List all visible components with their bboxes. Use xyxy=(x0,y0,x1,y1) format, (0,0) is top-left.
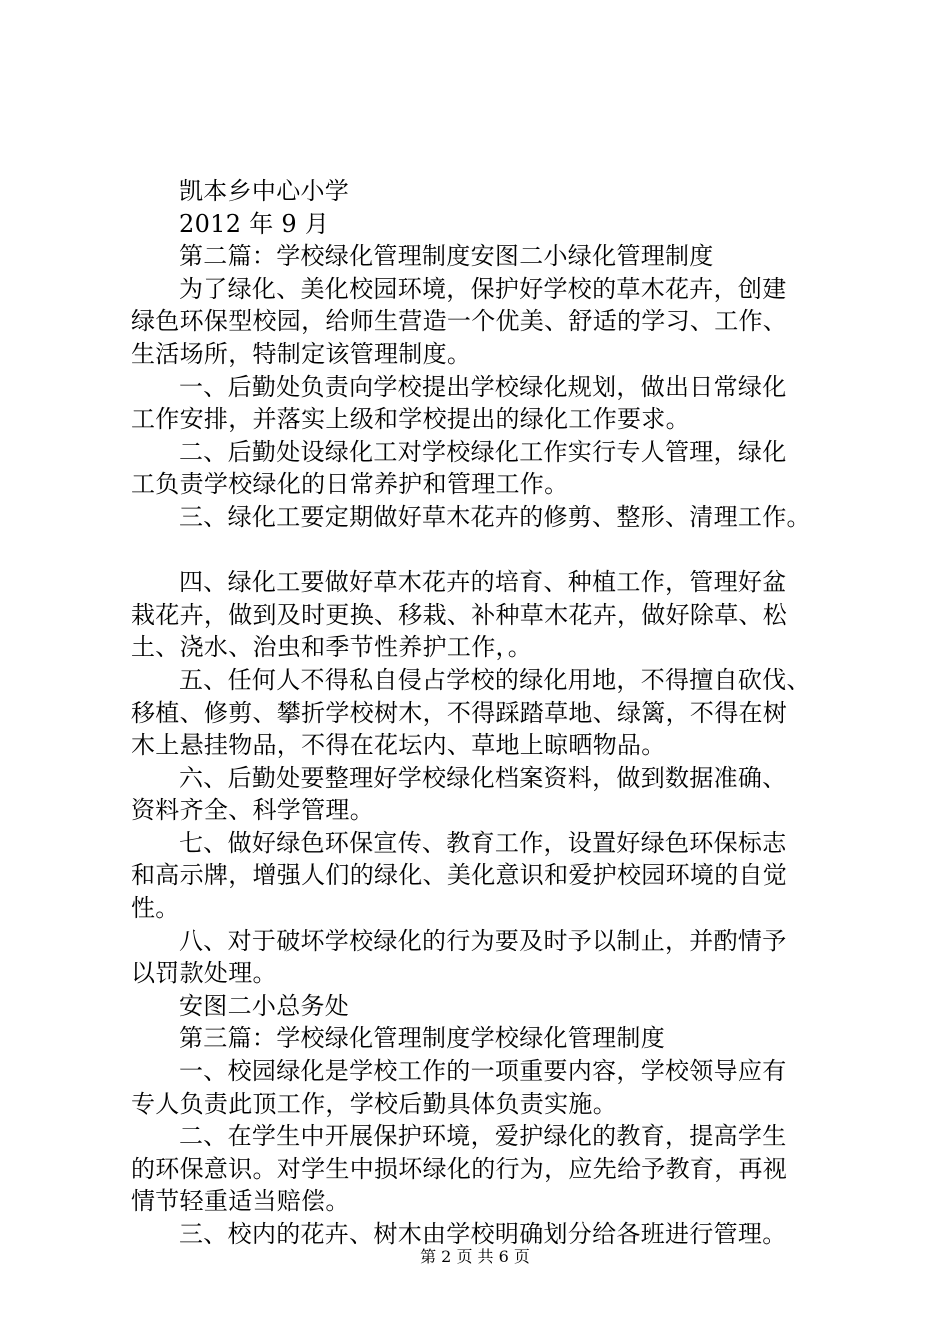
paragraph-line: 的环保意识。对学生中损坏绿化的行为，应先给予教育，再视 xyxy=(131,1154,788,1183)
paragraph-line: 四、绿化工要做好草木花卉的培育、种植工作，管理好盆 xyxy=(179,568,787,597)
paragraph-line: 八、对于破坏学校绿化的行为要及时予以制止，并酌情予 xyxy=(179,926,787,955)
paragraph-line: 七、做好绿色环保宣传、教育工作，设置好绿色环保标志 xyxy=(179,828,787,857)
section-2-title: 第二篇：学校绿化管理制度安图二小绿化管理制度 xyxy=(179,242,714,271)
paragraph-intro xyxy=(131,273,836,371)
page-number: 第 2 页 共 6 页 xyxy=(420,1247,530,1266)
paragraph-item-3 xyxy=(131,501,836,534)
paragraph-line: 三、校内的花卉、树木由学校明确划分给各班进行管理。 xyxy=(179,1220,787,1248)
paragraph-item-5 xyxy=(131,664,836,762)
signature: 安图二小总务处 xyxy=(179,991,350,1020)
section-3-item-1 xyxy=(131,1055,836,1120)
paragraph-line: 栽花卉，做到及时更换、移栽、补种草木花卉，做好除草、松 xyxy=(131,600,788,629)
paragraph-line: 工负责学校绿化的日常养护和管理工作。 xyxy=(131,470,569,499)
paragraph-item-7 xyxy=(131,827,836,925)
paragraph-item-6 xyxy=(131,762,836,827)
paragraph-line: 工作安排，并落实上级和学校提出的绿化工作要求。 xyxy=(131,405,690,434)
paragraph-line: 一、后勤处负责向学校提出学校绿化规划，做出日常绿化 xyxy=(179,372,787,401)
paragraph-line: 和高示牌，增强人们的绿化、美化意识和爱护校园环境的自觉 xyxy=(131,861,788,890)
paragraph-line: 性。 xyxy=(131,894,180,923)
school-name: 凯本乡中心小学 xyxy=(179,177,350,205)
paragraph-line: 绿色环保型校园，给师生营造一个优美、舒适的学习、工作、 xyxy=(131,307,788,336)
paragraph-line: 专人负责此顶工作，学校后勤具体负责实施。 xyxy=(131,1089,617,1118)
paragraph-line: 情节轻重适当赔偿。 xyxy=(131,1187,350,1216)
paragraph-line: 木上悬挂物品，不得在花坛内、草地上晾晒物品。 xyxy=(131,731,666,760)
paragraph-item-8 xyxy=(131,925,836,990)
paragraph-line: 土、浇水、治虫和季节性养护工作，。 xyxy=(131,633,533,662)
paragraph-line: 生活场所，特制定该管理制度。 xyxy=(131,339,472,368)
paragraph-line: 二、在学生中开展保护环境，爱护绿化的教育，提高学生 xyxy=(179,1122,787,1151)
paragraph-line: 以罚款处理。 xyxy=(131,959,277,988)
paragraph-line: 为了绿化、美化校园环境，保护好学校的草木花卉，创建 xyxy=(179,274,787,303)
paragraph-line: 一、校园绿化是学校工作的一项重要内容，学校领导应有 xyxy=(179,1057,787,1086)
paragraph-line: 资料齐全、科学管理。 xyxy=(131,796,374,825)
section-3-title: 第三篇：学校绿化管理制度学校绿化管理制度 xyxy=(179,1024,665,1053)
blank-line xyxy=(131,534,836,567)
paragraph-item-1 xyxy=(131,371,836,436)
paragraph-line: 三、绿化工要定期做好草木花卉的修剪、整形、清理工作。 xyxy=(179,502,811,531)
paragraph-line: 移植、修剪、攀折学校树木，不得踩踏草地、绿篱，不得在树 xyxy=(131,698,788,727)
paragraph-item-4 xyxy=(131,566,836,664)
paragraph-line: 六、后勤处要整理好学校绿化档案资料，做到数据准确、 xyxy=(179,763,787,792)
document-body xyxy=(131,175,836,1251)
paragraph-line: 二、后勤处设绿化工对学校绿化工作实行专人管理，绿化 xyxy=(179,437,787,466)
section-3-item-2 xyxy=(131,1120,836,1218)
paragraph-line: 五、任何人不得私自侵占学校的绿化用地，不得擅自砍伐、 xyxy=(179,665,811,694)
date-line: 2012 年 9 月 xyxy=(179,209,330,238)
paragraph-item-2 xyxy=(131,436,836,501)
